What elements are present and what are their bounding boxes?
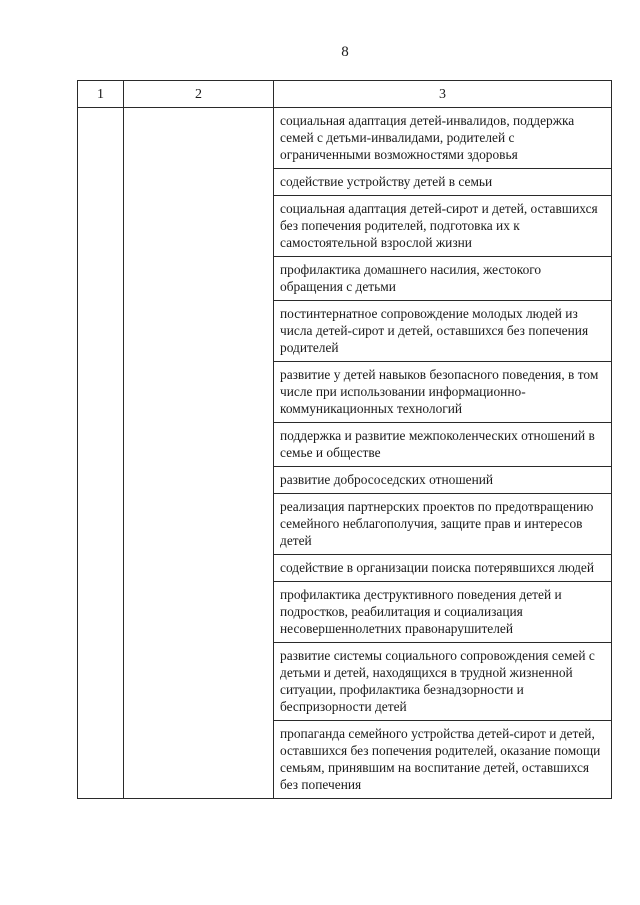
- list-item-text: пропаганда семейного устройства детей-сирот и детей, оставшихся без попечения родителей, оказание помощи семьям, принявшим на воспитание детей, оставшихся без попечения: [280, 726, 601, 792]
- col-2-cell: [124, 108, 274, 799]
- list-item-text: профилактика домашнего насилия, жестокого обращения с детьми: [280, 262, 542, 294]
- list-item: [274, 301, 612, 362]
- list-item: [274, 721, 612, 799]
- header-col-2: 2: [124, 81, 274, 108]
- list-item-text: развитие у детей навыков безопасного поведения, в том числе при использовании информационно-коммуникационных технологий: [280, 367, 599, 416]
- list-item-text: социальная адаптация детей-сирот и детей, оставшихся без попечения родителей, подготовка их к самостоятельной взрослой жизни: [280, 201, 598, 250]
- list-item-text: содействие устройству детей в семьи: [280, 174, 493, 189]
- list-item-text: развитие добрососедских отношений: [280, 472, 494, 487]
- list-item-text: социальная адаптация детей-инвалидов, поддержка семей с детьми-инвалидами, родителей с ограниченными возможностями здоровья: [280, 113, 575, 162]
- table-header-row: [78, 81, 612, 108]
- list-item-text: реализация партнерских проектов по предотвращению семейного неблагополучия, защите прав и интересов детей: [280, 499, 594, 548]
- list-item: [274, 423, 612, 467]
- list-item: [274, 257, 612, 301]
- list-item: [274, 494, 612, 555]
- document-table: [77, 80, 612, 799]
- list-item: [274, 555, 612, 582]
- list-item: [274, 643, 612, 721]
- list-item-text: профилактика деструктивного поведения детей и подростков, реабилитация и социализация несовершеннолетних правонарушителей: [280, 587, 562, 636]
- header-col-3: 3: [274, 81, 612, 108]
- list-item: [274, 196, 612, 257]
- list-item: [274, 582, 612, 643]
- header-col-1: 1: [78, 81, 124, 108]
- list-item: [274, 467, 612, 494]
- list-item-text: постинтернатное сопровождение молодых людей из числа детей-сирот и детей, оставшихся без попечения родителей: [280, 306, 589, 355]
- list-item-text: поддержка и развитие межпоколенческих отношений в семье и обществе: [280, 428, 595, 460]
- table-row: [78, 108, 612, 169]
- list-item-text: развитие системы социального сопровождения семей с детьми и детей, находящихся в трудной жизненной ситуации, профилактика безнадзорности и беспризорности детей: [280, 648, 595, 714]
- page-number: 8: [341, 44, 349, 60]
- list-item: [274, 108, 612, 169]
- list-item-text: содействие в организации поиска потерявшихся людей: [280, 560, 595, 575]
- list-item: [274, 362, 612, 423]
- list-item: [274, 169, 612, 196]
- col-1-cell: [78, 108, 124, 799]
